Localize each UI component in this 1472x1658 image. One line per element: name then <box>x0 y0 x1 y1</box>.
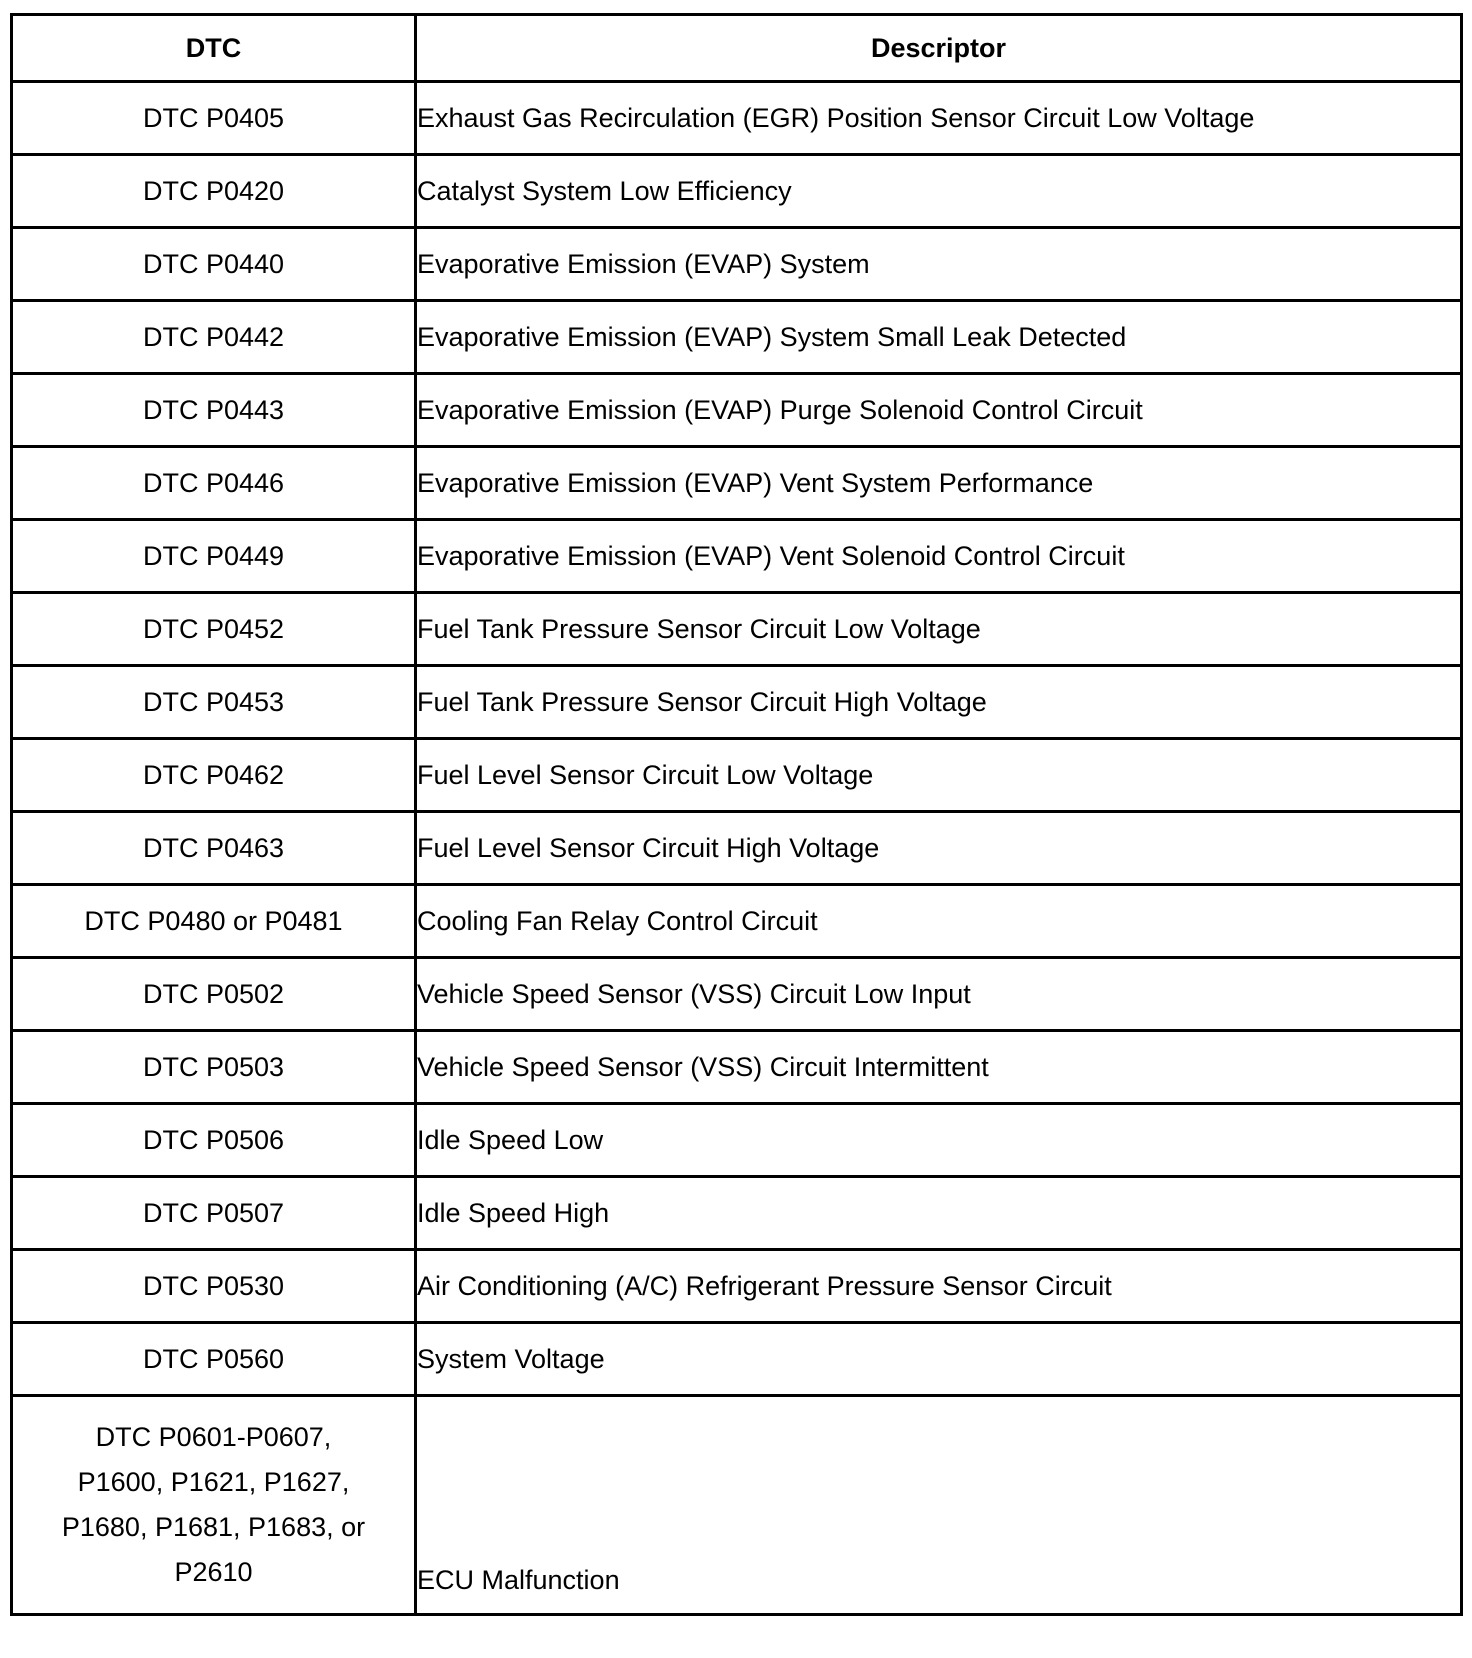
descriptor-cell: Evaporative Emission (EVAP) System <box>416 228 1462 301</box>
dtc-code-cell: DTC P0462 <box>12 739 416 812</box>
table-row <box>12 666 1462 739</box>
dtc-code-line: DTC P0601-P0607, <box>95 1422 332 1452</box>
descriptor-cell: Idle Speed Low <box>416 1104 1462 1177</box>
table-row <box>12 1250 1462 1323</box>
dtc-code-cell: DTC P0420 <box>12 155 416 228</box>
table-row <box>12 301 1462 374</box>
descriptor-cell: Vehicle Speed Sensor (VSS) Circuit Intermittent <box>416 1031 1462 1104</box>
header-descriptor: Descriptor <box>416 15 1462 82</box>
dtc-code-cell: DTC P0440 <box>12 228 416 301</box>
descriptor-cell: Fuel Level Sensor Circuit Low Voltage <box>416 739 1462 812</box>
descriptor-cell: Evaporative Emission (EVAP) Vent System Performance <box>416 447 1462 520</box>
dtc-code-cell: DTC P0480 or P0481 <box>12 885 416 958</box>
descriptor-cell: System Voltage <box>416 1323 1462 1396</box>
descriptor-cell: Air Conditioning (A/C) Refrigerant Pressure Sensor Circuit <box>416 1250 1462 1323</box>
dtc-code-cell: DTC P0405 <box>12 82 416 155</box>
descriptor-cell: Fuel Level Sensor Circuit High Voltage <box>416 812 1462 885</box>
dtc-code-line: P1600, P1621, P1627, <box>77 1467 350 1497</box>
table-row <box>12 885 1462 958</box>
table-row <box>12 228 1462 301</box>
dtc-code-cell: DTC P0452 <box>12 593 416 666</box>
dtc-code-cell: DTC P0506 <box>12 1104 416 1177</box>
dtc-code-cell: DTC P0560 <box>12 1323 416 1396</box>
descriptor-cell: Fuel Tank Pressure Sensor Circuit High Voltage <box>416 666 1462 739</box>
table-row <box>12 1031 1462 1104</box>
table-row-last <box>12 1396 1462 1615</box>
table-body <box>12 82 1462 1615</box>
descriptor-cell: Fuel Tank Pressure Sensor Circuit Low Voltage <box>416 593 1462 666</box>
table-row <box>12 593 1462 666</box>
dtc-code-cell: DTC P0530 <box>12 1250 416 1323</box>
table-row <box>12 520 1462 593</box>
table-row <box>12 82 1462 155</box>
dtc-code-cell: DTC P0446 <box>12 447 416 520</box>
table-row <box>12 1323 1462 1396</box>
dtc-code-cell: DTC P0449 <box>12 520 416 593</box>
dtc-code-cell: DTC P0463 <box>12 812 416 885</box>
descriptor-cell: Evaporative Emission (EVAP) System Small Leak Detected <box>416 301 1462 374</box>
table-row <box>12 374 1462 447</box>
dtc-code-cell: DTC P0443 <box>12 374 416 447</box>
header-dtc: DTC <box>12 15 416 82</box>
descriptor-cell: Evaporative Emission (EVAP) Purge Solenoid Control Circuit <box>416 374 1462 447</box>
table-row <box>12 958 1462 1031</box>
dtc-table <box>10 13 1463 1616</box>
dtc-code-line: P2610 <box>174 1557 253 1587</box>
table-row <box>12 1104 1462 1177</box>
dtc-code-line: P1680, P1681, P1683, or <box>61 1512 366 1542</box>
dtc-code-cell: DTC P0503 <box>12 1031 416 1104</box>
descriptor-cell: Vehicle Speed Sensor (VSS) Circuit Low Input <box>416 958 1462 1031</box>
header-row <box>12 15 1462 82</box>
table-row <box>12 155 1462 228</box>
descriptor-cell: ECU Malfunction <box>416 1396 1462 1615</box>
dtc-code-cell: DTC P0442 <box>12 301 416 374</box>
descriptor-cell: Idle Speed High <box>416 1177 1462 1250</box>
table-row <box>12 1177 1462 1250</box>
descriptor-cell: Catalyst System Low Efficiency <box>416 155 1462 228</box>
table-row <box>12 447 1462 520</box>
table-row <box>12 739 1462 812</box>
descriptor-cell: Evaporative Emission (EVAP) Vent Solenoid Control Circuit <box>416 520 1462 593</box>
table-row <box>12 812 1462 885</box>
descriptor-cell: Exhaust Gas Recirculation (EGR) Position Sensor Circuit Low Voltage <box>416 82 1462 155</box>
dtc-code-cell: DTC P0507 <box>12 1177 416 1250</box>
dtc-code-cell: DTC P0502 <box>12 958 416 1031</box>
descriptor-cell: Cooling Fan Relay Control Circuit <box>416 885 1462 958</box>
dtc-code-cell <box>12 1396 416 1615</box>
dtc-code-cell: DTC P0453 <box>12 666 416 739</box>
